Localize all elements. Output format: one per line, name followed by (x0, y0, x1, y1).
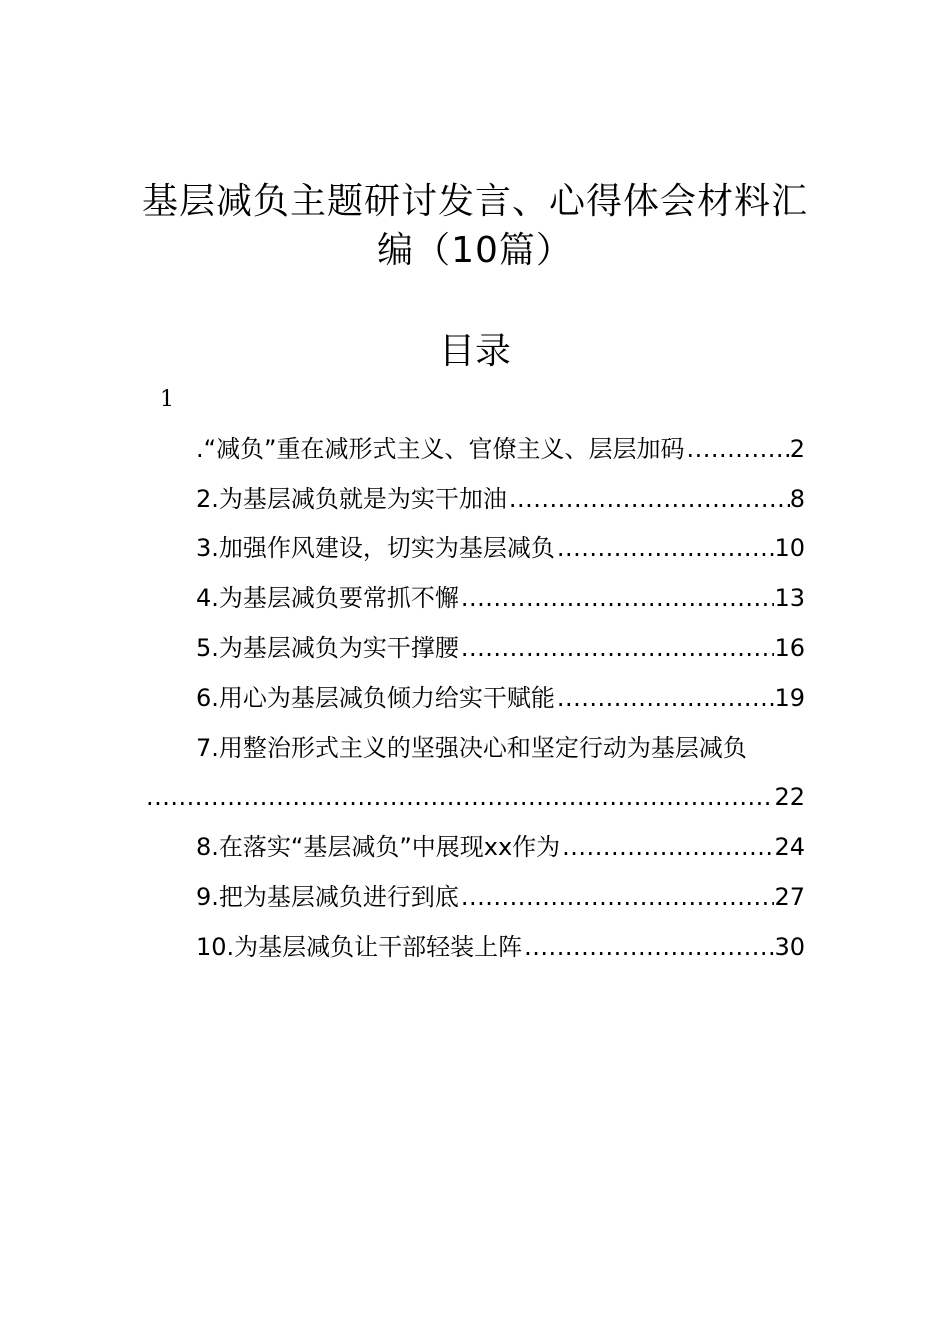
toc-leader (555, 681, 775, 715)
toc-entry-page: 30 (774, 933, 805, 961)
toc-leader (522, 930, 774, 964)
toc-entry-4[interactable] (196, 581, 805, 615)
toc-entry-title: 4.为基层减负要常抓不懈 (196, 584, 459, 612)
toc-entry-title: 8.在落实“基层减负”中展现xx作为 (196, 833, 561, 861)
toc-entry-title: 7.用整治形式主义的坚强决心和坚定行动为基层减负 (196, 734, 747, 762)
toc-entry-8[interactable] (196, 830, 805, 864)
page-marker: 1 (160, 387, 174, 412)
toc-leader (459, 631, 775, 665)
toc-entry-title: 6.用心为基层减负倾力给实干赋能 (196, 684, 555, 712)
toc-entry-9[interactable] (196, 880, 805, 914)
toc-heading: 目录 (438, 331, 511, 372)
toc-entry-title: 9.把为基层减负进行到底 (196, 883, 459, 911)
toc-entry-10[interactable] (196, 930, 805, 964)
toc-entry-page: 16 (774, 634, 805, 662)
document-title-line-1: 基层减负主题研讨发言、心得体会材料汇 (141, 181, 808, 222)
toc-entry-title: .“减负”重在减形式主义、官僚主义、层层加码 (196, 435, 685, 463)
toc-leader (560, 830, 774, 864)
toc-leader (459, 880, 775, 914)
toc-entry-page: 22 (774, 783, 805, 811)
document-title-line-2: 编（10篇） (377, 230, 573, 271)
toc-entry-page: 24 (774, 833, 805, 861)
toc-entry-7[interactable] (196, 731, 805, 765)
toc-entry-title: 10.为基层减负让干部轻装上阵 (196, 933, 523, 961)
toc-leader (146, 780, 774, 814)
toc-entry-1[interactable] (196, 432, 805, 466)
toc-entry-5[interactable] (196, 631, 805, 665)
toc-entry-page: 2 (789, 435, 805, 463)
toc-entry-page: 27 (774, 883, 805, 911)
toc-leader (459, 581, 775, 615)
toc-entry-7-continuation[interactable] (146, 780, 805, 814)
toc-entry-page: 13 (774, 584, 805, 612)
toc-leader (685, 432, 790, 466)
toc-entry-title: 5.为基层减负为实干撑腰 (196, 634, 459, 662)
toc-entry-3[interactable] (196, 531, 805, 565)
toc-entry-6[interactable] (196, 681, 805, 715)
toc-leader (555, 531, 775, 565)
toc-entry-title: 3.加强作风建设，切实为基层减负 (196, 534, 555, 562)
toc-entry-title: 2.为基层减负就是为实干加油 (196, 485, 507, 513)
toc-entry-2[interactable] (196, 482, 805, 516)
toc-entry-page: 10 (774, 534, 805, 562)
toc-leader (507, 482, 790, 516)
toc-entry-page: 8 (789, 485, 805, 513)
toc-entry-page: 19 (774, 684, 805, 712)
